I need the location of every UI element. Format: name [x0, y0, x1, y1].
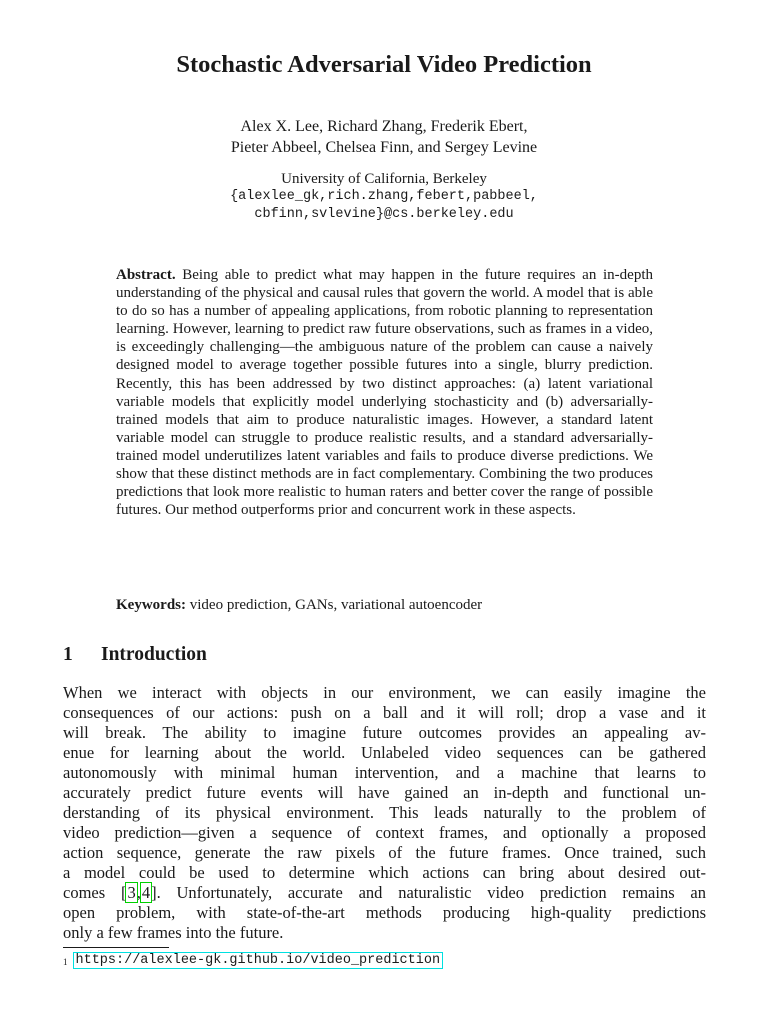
citation-prefix: comes — [63, 883, 121, 902]
authors-line-1: Alex X. Lee, Richard Zhang, Frederik Ebert, — [240, 118, 528, 135]
intro-paragraph — [63, 683, 706, 943]
intro-line: accurately predict future events will have gained an in-depth and functional un- — [63, 783, 706, 802]
footnote-rule — [63, 947, 169, 948]
intro-line: When we interact with objects in our environment, we can easily imagine the — [63, 683, 706, 702]
affiliation: University of California, Berkeley — [281, 171, 487, 187]
intro-line: a model could be used to determine which actions can bring about desired out- — [63, 863, 706, 882]
intro-line: will break. The ability to imagine future outcomes provides an appealing av- — [63, 723, 706, 742]
intro-line: consequences of our actions: push on a ball and it will roll; drop a vase and it — [63, 703, 706, 722]
intro-line: enue for learning about the world. Unlabeled video sequences can be gathered — [63, 743, 706, 762]
emails-line-2: cbfinn,svlevine}@cs.berkeley.edu — [254, 207, 514, 222]
intro-line: video prediction—given a sequence of context frames, and optionally a proposed — [63, 823, 706, 842]
citation-open-bracket: [ — [120, 883, 127, 902]
abstract-label: Abstract. — [116, 267, 176, 283]
affiliation-block — [0, 170, 768, 224]
keywords-label: Keywords: — [116, 597, 186, 613]
emails-line-1: {alexlee_gk,rich.zhang,febert,pabbeel, — [230, 189, 538, 204]
paper-title: Stochastic Adversarial Video Prediction — [176, 51, 592, 78]
intro-line: autonomously with minimal human intervention, and a machine that learns to — [63, 763, 706, 782]
author-list — [0, 116, 768, 158]
intro-line: open problem, with state-of-the-art methods producing high-quality predictions — [63, 903, 706, 922]
intro-line: only a few frames into the future. — [63, 923, 284, 942]
abstract-text: Being able to predict what may happen in the future requires an in-depth understanding of the physical and causal rules that govern the world. A model that is able to do so has a number of appealing applications, from robotic planning to representation learning. However, learning to predict raw future observations, such as frames in a video, is exceedingly challenging—the ambiguous nature of the problem can cause a naively designed model to average together possible futures into a single, blurry prediction. Recently, this has been addressed by two distinct approaches: (a) latent variational variable models that explicitly model underlying stochasticity and (b) adversarially-trained models that aim to produce naturalistic images. However, a standard latent variable model can struggle to produce realistic results, and a standard adversarially-trained model underutilizes latent variables and fails to produce diverse predictions. We show that these distinct methods are in fact complementary. Combining the two produces predictions that look more realistic to human raters and better cover the range of possible futures. Our method outperforms prior and concurrent work in these aspects. — [116, 267, 653, 519]
section-number: 1 — [63, 644, 73, 665]
section-title: Introduction — [101, 644, 207, 665]
keywords-text: video prediction, GANs, variational autoencoder — [189, 597, 483, 613]
citation-separator: , — [136, 883, 141, 902]
section-heading — [63, 643, 207, 667]
footnote-marker: 1 — [63, 957, 68, 967]
intro-line: action sequence, generate the raw pixels of the future frames. Once trained, such — [63, 843, 706, 862]
citation-close-bracket: ] — [151, 883, 157, 902]
footnote-url-link[interactable]: https://alexlee-gk.github.io/video_prediction — [75, 953, 441, 968]
citation-suffix: . Unfortunately, accurate and naturalistic video prediction remains an — [156, 883, 706, 902]
intro-line-with-citation — [63, 883, 706, 903]
citation-link-3[interactable]: 3 — [127, 883, 136, 902]
abstract — [116, 266, 653, 519]
authors-line-2: Pieter Abbeel, Chelsea Finn, and Sergey Levine — [230, 139, 538, 156]
intro-line: derstanding of its physical environment. This leads naturally to the problem of — [63, 803, 706, 822]
keywords — [116, 596, 653, 614]
citation-link-4[interactable]: 4 — [141, 883, 151, 902]
footnote — [63, 950, 442, 972]
